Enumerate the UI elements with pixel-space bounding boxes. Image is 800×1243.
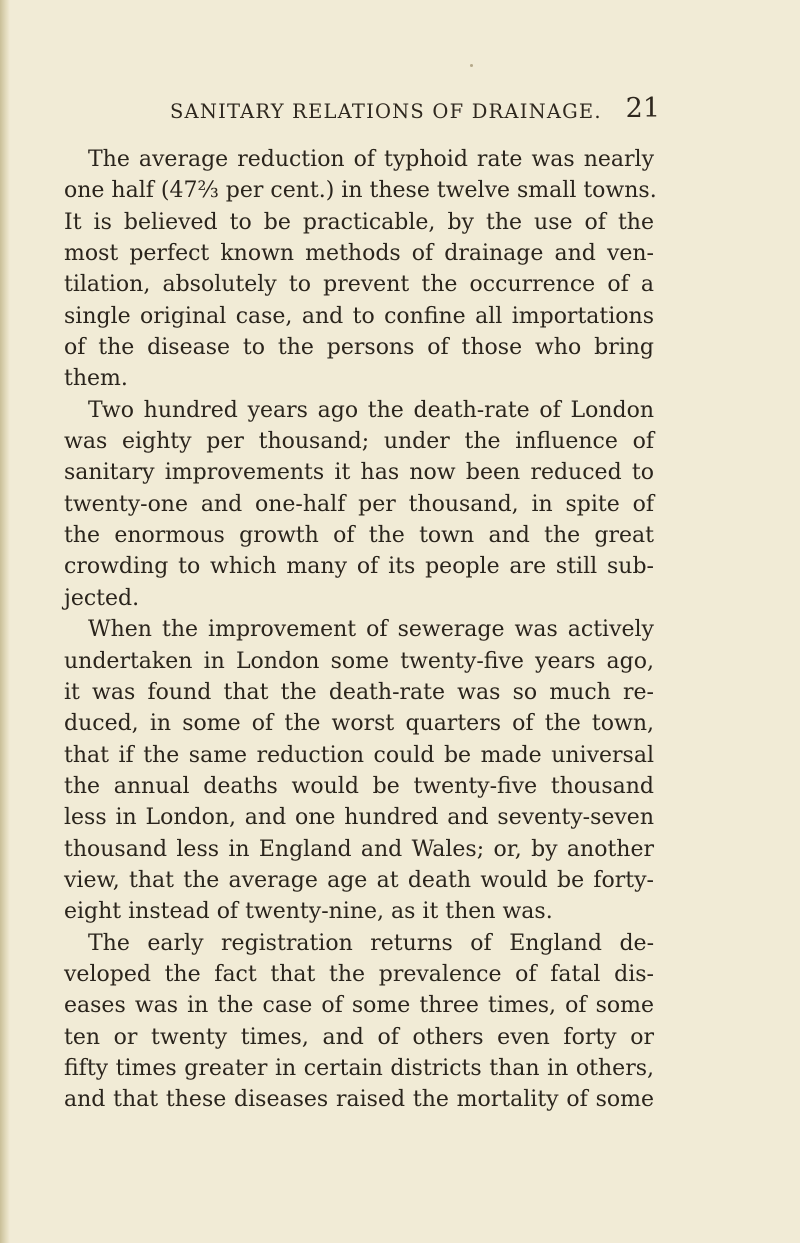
text-line: The early registration returns of England de- bbox=[88, 930, 654, 956]
text-line: it was found that the death-rate was so much re- bbox=[64, 679, 654, 705]
text-line: and that these diseases raised the mortality of some bbox=[64, 1087, 654, 1113]
text-line: eases was in the case of some three times, of some bbox=[64, 993, 654, 1019]
text-line: the enormous growth of the town and the great bbox=[64, 523, 654, 549]
paper-speck bbox=[470, 64, 473, 67]
text-line: of the disease to the persons of those who bring bbox=[64, 335, 654, 361]
text-line: was eighty per thousand; under the influence of bbox=[64, 429, 654, 455]
text-line: view, that the average age at death would be forty- bbox=[64, 867, 654, 893]
text-line: them. bbox=[64, 366, 128, 392]
text-line: sanitary improvements it has now been reduced to bbox=[64, 460, 654, 486]
page-binding-edge bbox=[0, 0, 10, 1243]
text-line: crowding to which many of its people are still sub- bbox=[64, 554, 654, 580]
text-line: It is believed to be practicable, by the use of the bbox=[64, 209, 654, 235]
text-line: one half (47⅔ per cent.) in these twelve small towns. bbox=[64, 178, 657, 204]
text-line: that if the same reduction could be made universal bbox=[64, 742, 654, 768]
text-line: the annual deaths would be twenty-five thousand bbox=[64, 773, 654, 799]
running-title: SANITARY RELATIONS OF DRAINAGE. bbox=[170, 100, 602, 123]
text-line: fifty times greater in certain districts than in others, bbox=[64, 1055, 654, 1081]
text-line: twenty-one and one-half per thousand, in spite of bbox=[64, 491, 654, 517]
text-line: single original case, and to confine all importations bbox=[64, 303, 654, 329]
text-line: ten or twenty times, and of others even forty or bbox=[64, 1024, 654, 1050]
text-line: undertaken in London some twenty-five years ago, bbox=[64, 648, 654, 674]
text-line: Two hundred years ago the death-rate of London bbox=[88, 397, 654, 423]
text-line: tilation, absolutely to prevent the occurrence of a bbox=[64, 272, 654, 298]
body-text bbox=[64, 144, 657, 1116]
text-line: thousand less in England and Wales; or, by another bbox=[64, 836, 654, 862]
text-line: less in London, and one hundred and seventy-seven bbox=[64, 805, 654, 831]
text-line: The average reduction of typhoid rate was nearly bbox=[88, 147, 654, 172]
text-line: most perfect known methods of drainage and ven- bbox=[64, 241, 654, 267]
text-line: veloped the fact that the prevalence of fatal dis- bbox=[64, 961, 654, 987]
text-line: duced, in some of the worst quarters of the town, bbox=[64, 711, 654, 737]
text-line: eight instead of twenty-nine, as it then was. bbox=[64, 899, 553, 925]
page-number: 21 bbox=[625, 93, 660, 124]
text-line: jected. bbox=[64, 585, 140, 611]
text-line: When the improvement of sewerage was actively bbox=[88, 617, 654, 643]
